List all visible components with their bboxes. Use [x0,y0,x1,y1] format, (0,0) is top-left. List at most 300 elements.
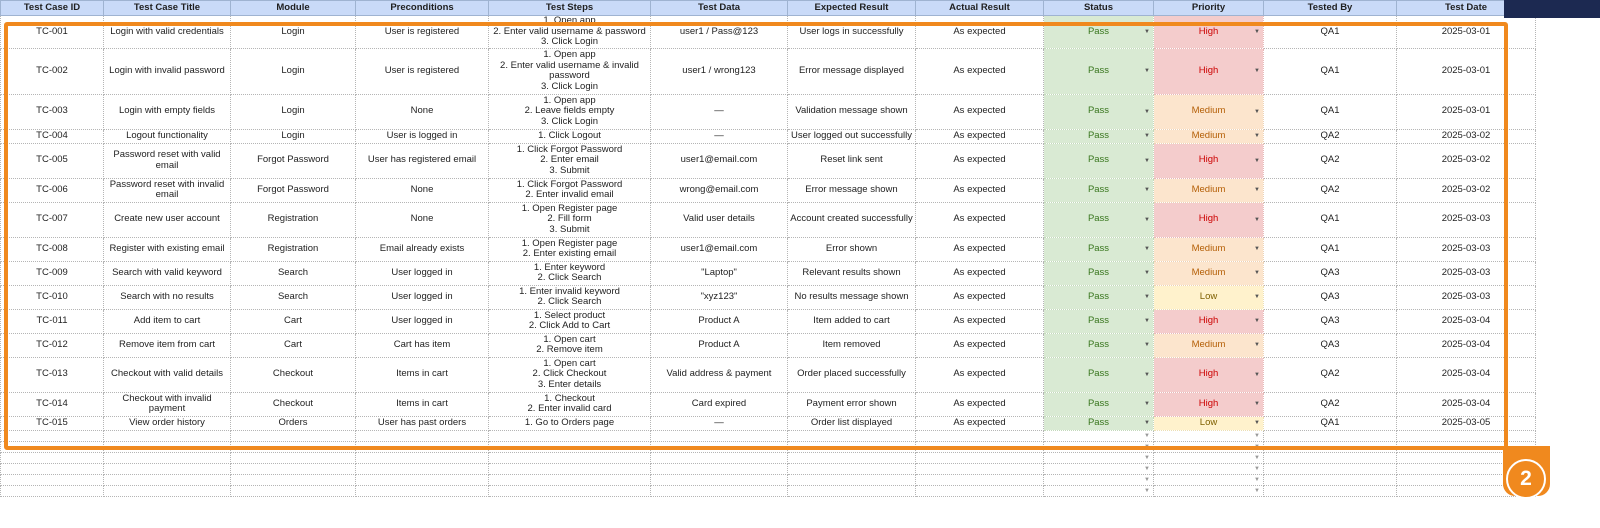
dropdown-arrow-icon[interactable]: ▼ [1144,245,1150,252]
status-dropdown[interactable] [1044,285,1154,309]
empty-cell[interactable] [489,430,651,441]
cell-test-steps[interactable]: 1. Click Forgot Password 2. Enter invalid email [489,178,651,202]
dropdown-arrow-icon[interactable]: ▼ [1254,419,1260,426]
cell-preconditions[interactable]: Email already exists [356,237,489,261]
cell-module[interactable]: Forgot Password [231,178,356,202]
cell-tested-by[interactable]: QA1 [1264,202,1397,237]
cell-expected-result[interactable]: No results message shown [788,285,916,309]
cell-test-data[interactable]: Product A [651,309,788,333]
cell-test-case-title[interactable]: Password reset with valid email [104,143,231,178]
empty-cell[interactable] [788,441,916,452]
cell-module[interactable]: Login [231,94,356,129]
cell-module[interactable]: Forgot Password [231,143,356,178]
cell-expected-result[interactable]: Relevant results shown [788,261,916,285]
empty-cell[interactable] [489,463,651,474]
empty-cell[interactable] [916,441,1044,452]
cell-module[interactable]: Checkout [231,357,356,392]
dropdown-arrow-icon[interactable]: ▼ [1254,487,1260,494]
cell-test-data[interactable]: — [651,94,788,129]
priority-dropdown[interactable] [1154,48,1264,94]
empty-cell[interactable] [231,474,356,485]
cell-actual-result[interactable]: As expected [916,178,1044,202]
cell-test-case-title[interactable]: Login with valid credentials [104,16,231,49]
cell-test-case-id[interactable]: TC-003 [1,94,104,129]
cell-preconditions[interactable]: Cart has item [356,333,489,357]
cell-actual-result[interactable]: As expected [916,309,1044,333]
empty-cell[interactable] [1154,452,1264,463]
empty-cell[interactable] [1,452,104,463]
empty-cell[interactable] [104,441,231,452]
empty-cell[interactable] [1,474,104,485]
empty-cell[interactable] [916,452,1044,463]
cell-test-data[interactable]: user1 / Pass@123 [651,16,788,49]
empty-cell[interactable] [1154,485,1264,496]
cell-test-steps[interactable]: 1. Enter invalid keyword 2. Click Search [489,285,651,309]
cell-actual-result[interactable]: As expected [916,261,1044,285]
priority-dropdown[interactable] [1154,143,1264,178]
cell-test-case-title[interactable]: Logout functionality [104,129,231,143]
empty-cell[interactable] [1,441,104,452]
cell-test-data[interactable]: — [651,129,788,143]
dropdown-arrow-icon[interactable]: ▼ [1254,216,1260,223]
cell-tested-by[interactable]: QA3 [1264,333,1397,357]
dropdown-arrow-icon[interactable]: ▼ [1144,465,1150,472]
cell-expected-result[interactable]: Reset link sent [788,143,916,178]
cell-tested-by[interactable]: QA1 [1264,16,1397,49]
cell-test-case-id[interactable]: TC-004 [1,129,104,143]
cell-test-data[interactable]: "Laptop" [651,261,788,285]
cell-preconditions[interactable]: User is registered [356,16,489,49]
cell-tested-by[interactable]: QA1 [1264,48,1397,94]
empty-cell[interactable] [104,474,231,485]
cell-test-case-id[interactable]: TC-008 [1,237,104,261]
cell-tested-by[interactable]: QA1 [1264,94,1397,129]
status-dropdown[interactable] [1044,178,1154,202]
status-dropdown[interactable] [1044,202,1154,237]
dropdown-arrow-icon[interactable]: ▼ [1254,157,1260,164]
cell-test-data[interactable]: Valid address & payment [651,357,788,392]
dropdown-arrow-icon[interactable]: ▼ [1254,108,1260,115]
cell-test-steps[interactable]: 1. Go to Orders page [489,416,651,430]
dropdown-arrow-icon[interactable]: ▼ [1254,245,1260,252]
cell-tested-by[interactable]: QA2 [1264,357,1397,392]
cell-test-steps[interactable]: 1. Click Logout [489,129,651,143]
empty-cell[interactable] [1,485,104,496]
empty-cell[interactable] [489,474,651,485]
empty-cell[interactable] [489,485,651,496]
empty-cell[interactable] [916,485,1044,496]
cell-test-case-title[interactable]: Register with existing email [104,237,231,261]
dropdown-arrow-icon[interactable]: ▼ [1144,317,1150,324]
empty-cell[interactable] [356,452,489,463]
empty-cell[interactable] [231,441,356,452]
priority-dropdown[interactable] [1154,416,1264,430]
cell-test-date[interactable]: 2025-03-04 [1397,309,1536,333]
col-header-actual-result[interactable]: Actual Result [916,1,1044,16]
cell-test-date[interactable]: 2025-03-03 [1397,261,1536,285]
cell-test-steps[interactable]: 1. Click Forgot Password 2. Enter email 3. Submit [489,143,651,178]
empty-cell[interactable] [916,463,1044,474]
cell-test-case-id[interactable]: TC-010 [1,285,104,309]
priority-dropdown[interactable] [1154,129,1264,143]
cell-module[interactable]: Orders [231,416,356,430]
cell-preconditions[interactable]: None [356,178,489,202]
cell-test-case-title[interactable]: Login with invalid password [104,48,231,94]
empty-cell[interactable] [788,485,916,496]
cell-test-date[interactable]: 2025-03-05 [1397,416,1536,430]
priority-dropdown[interactable] [1154,94,1264,129]
cell-expected-result[interactable]: Item added to cart [788,309,916,333]
empty-cell[interactable] [231,485,356,496]
empty-cell[interactable] [651,485,788,496]
status-dropdown[interactable] [1044,143,1154,178]
empty-cell[interactable] [1264,463,1397,474]
empty-cell[interactable] [1044,485,1154,496]
empty-cell[interactable] [231,430,356,441]
cell-actual-result[interactable]: As expected [916,333,1044,357]
empty-cell[interactable] [1154,463,1264,474]
priority-dropdown[interactable] [1154,261,1264,285]
cell-expected-result[interactable]: User logged out successfully [788,129,916,143]
col-header-priority[interactable]: Priority [1154,1,1264,16]
cell-test-case-id[interactable]: TC-006 [1,178,104,202]
dropdown-arrow-icon[interactable]: ▼ [1144,108,1150,115]
cell-tested-by[interactable]: QA3 [1264,309,1397,333]
cell-expected-result[interactable]: Order list displayed [788,416,916,430]
cell-tested-by[interactable]: QA3 [1264,285,1397,309]
empty-cell[interactable] [1044,441,1154,452]
cell-test-steps[interactable]: 1. Open app 2. Leave fields empty 3. Click Login [489,94,651,129]
cell-preconditions[interactable]: None [356,202,489,237]
dropdown-arrow-icon[interactable]: ▼ [1254,465,1260,472]
cell-test-case-id[interactable]: TC-013 [1,357,104,392]
col-header-test-data[interactable]: Test Data [651,1,788,16]
priority-dropdown[interactable] [1154,309,1264,333]
priority-dropdown[interactable] [1154,178,1264,202]
empty-cell[interactable] [489,441,651,452]
status-dropdown[interactable] [1044,333,1154,357]
empty-cell[interactable] [1044,474,1154,485]
cell-expected-result[interactable]: Payment error shown [788,392,916,416]
cell-expected-result[interactable]: Error shown [788,237,916,261]
dropdown-arrow-icon[interactable]: ▼ [1254,132,1260,139]
priority-dropdown[interactable] [1154,202,1264,237]
cell-test-data[interactable]: Product A [651,333,788,357]
cell-test-date[interactable]: 2025-03-03 [1397,237,1536,261]
dropdown-arrow-icon[interactable]: ▼ [1254,317,1260,324]
cell-test-steps[interactable]: 1. Enter keyword 2. Click Search [489,261,651,285]
cell-expected-result[interactable]: Item removed [788,333,916,357]
cell-test-data[interactable]: Card expired [651,392,788,416]
dropdown-arrow-icon[interactable]: ▼ [1144,400,1150,407]
col-header-test-steps[interactable]: Test Steps [489,1,651,16]
status-dropdown[interactable] [1044,129,1154,143]
cell-tested-by[interactable]: QA1 [1264,416,1397,430]
col-header-test-date[interactable]: Test Date [1397,1,1536,16]
cell-actual-result[interactable]: As expected [916,237,1044,261]
cell-test-date[interactable]: 2025-03-04 [1397,357,1536,392]
cell-test-case-title[interactable]: Checkout with valid details [104,357,231,392]
dropdown-arrow-icon[interactable]: ▼ [1144,269,1150,276]
dropdown-arrow-icon[interactable]: ▼ [1254,371,1260,378]
dropdown-arrow-icon[interactable]: ▼ [1254,293,1260,300]
col-header-preconditions[interactable]: Preconditions [356,1,489,16]
empty-cell[interactable] [231,463,356,474]
cell-module[interactable]: Login [231,48,356,94]
cell-test-date[interactable]: 2025-03-03 [1397,285,1536,309]
empty-cell[interactable] [1264,485,1397,496]
empty-cell[interactable] [104,430,231,441]
cell-expected-result[interactable]: Error message shown [788,178,916,202]
empty-cell[interactable] [1264,474,1397,485]
empty-cell[interactable] [788,463,916,474]
cell-test-case-title[interactable]: Login with empty fields [104,94,231,129]
cell-test-date[interactable]: 2025-03-02 [1397,178,1536,202]
cell-preconditions[interactable]: User is registered [356,48,489,94]
cell-actual-result[interactable]: As expected [916,94,1044,129]
cell-expected-result[interactable]: Validation message shown [788,94,916,129]
cell-test-case-id[interactable]: TC-005 [1,143,104,178]
dropdown-arrow-icon[interactable]: ▼ [1254,432,1260,439]
empty-cell[interactable] [651,463,788,474]
empty-cell[interactable] [356,463,489,474]
cell-test-date[interactable]: 2025-03-01 [1397,94,1536,129]
priority-dropdown[interactable] [1154,16,1264,49]
cell-module[interactable]: Search [231,285,356,309]
cell-test-case-title[interactable]: Add item to cart [104,309,231,333]
cell-tested-by[interactable]: QA2 [1264,178,1397,202]
dropdown-arrow-icon[interactable]: ▼ [1144,371,1150,378]
empty-cell[interactable] [104,463,231,474]
cell-actual-result[interactable]: As expected [916,129,1044,143]
status-dropdown[interactable] [1044,357,1154,392]
dropdown-arrow-icon[interactable]: ▼ [1254,454,1260,461]
empty-cell[interactable] [1044,463,1154,474]
cell-actual-result[interactable]: As expected [916,48,1044,94]
dropdown-arrow-icon[interactable]: ▼ [1144,293,1150,300]
dropdown-arrow-icon[interactable]: ▼ [1144,67,1150,74]
status-dropdown[interactable] [1044,94,1154,129]
cell-test-case-title[interactable]: Search with valid keyword [104,261,231,285]
cell-tested-by[interactable]: QA3 [1264,261,1397,285]
dropdown-arrow-icon[interactable]: ▼ [1144,216,1150,223]
cell-test-case-id[interactable]: TC-012 [1,333,104,357]
cell-preconditions[interactable]: Items in cart [356,392,489,416]
cell-test-data[interactable]: wrong@email.com [651,178,788,202]
cell-test-date[interactable]: 2025-03-04 [1397,333,1536,357]
empty-cell[interactable] [788,474,916,485]
empty-cell[interactable] [651,452,788,463]
cell-test-data[interactable]: user1@email.com [651,143,788,178]
cell-actual-result[interactable]: As expected [916,357,1044,392]
cell-module[interactable]: Cart [231,309,356,333]
dropdown-arrow-icon[interactable]: ▼ [1144,419,1150,426]
status-dropdown[interactable] [1044,416,1154,430]
status-dropdown[interactable] [1044,237,1154,261]
cell-test-case-title[interactable]: Remove item from cart [104,333,231,357]
empty-cell[interactable] [788,430,916,441]
empty-cell[interactable] [1264,430,1397,441]
cell-preconditions[interactable]: Items in cart [356,357,489,392]
col-header-test-case-title[interactable]: Test Case Title [104,1,231,16]
status-dropdown[interactable] [1044,48,1154,94]
cell-actual-result[interactable]: As expected [916,143,1044,178]
cell-test-data[interactable]: user1@email.com [651,237,788,261]
cell-expected-result[interactable]: Error message displayed [788,48,916,94]
dropdown-arrow-icon[interactable]: ▼ [1254,341,1260,348]
empty-cell[interactable] [1264,452,1397,463]
empty-cell[interactable] [651,430,788,441]
cell-test-date[interactable]: 2025-03-01 [1397,16,1536,49]
dropdown-arrow-icon[interactable]: ▼ [1144,157,1150,164]
cell-module[interactable]: Login [231,16,356,49]
cell-preconditions[interactable]: User logged in [356,285,489,309]
col-header-test-case-id[interactable]: Test Case ID [1,1,104,16]
empty-cell[interactable] [104,452,231,463]
cell-actual-result[interactable]: As expected [916,416,1044,430]
empty-cell[interactable] [1044,452,1154,463]
cell-test-steps[interactable]: 1. Checkout 2. Enter invalid card [489,392,651,416]
priority-dropdown[interactable] [1154,392,1264,416]
status-dropdown[interactable] [1044,392,1154,416]
cell-test-case-id[interactable]: TC-015 [1,416,104,430]
empty-cell[interactable] [1044,430,1154,441]
priority-dropdown[interactable] [1154,237,1264,261]
dropdown-arrow-icon[interactable]: ▼ [1144,186,1150,193]
empty-cell[interactable] [1154,441,1264,452]
cell-actual-result[interactable]: As expected [916,16,1044,49]
empty-cell[interactable] [788,452,916,463]
cell-test-case-title[interactable]: View order history [104,416,231,430]
cell-test-steps[interactable]: 1. Open Register page 2. Enter existing email [489,237,651,261]
empty-cell[interactable] [1397,430,1536,441]
priority-dropdown[interactable] [1154,333,1264,357]
cell-test-case-id[interactable]: TC-009 [1,261,104,285]
cell-preconditions[interactable]: User has past orders [356,416,489,430]
dropdown-arrow-icon[interactable]: ▼ [1144,487,1150,494]
cell-module[interactable]: Search [231,261,356,285]
cell-tested-by[interactable]: QA2 [1264,129,1397,143]
cell-test-steps[interactable]: 1. Open cart 2. Click Checkout 3. Enter details [489,357,651,392]
cell-test-case-id[interactable]: TC-011 [1,309,104,333]
empty-cell[interactable] [104,485,231,496]
cell-test-date[interactable]: 2025-03-03 [1397,202,1536,237]
cell-expected-result[interactable]: User logs in successfully [788,16,916,49]
dropdown-arrow-icon[interactable]: ▼ [1254,476,1260,483]
cell-module[interactable]: Checkout [231,392,356,416]
col-header-tested-by[interactable]: Tested By [1264,1,1397,16]
empty-cell[interactable] [651,441,788,452]
status-dropdown[interactable] [1044,309,1154,333]
empty-cell[interactable] [1154,430,1264,441]
cell-expected-result[interactable]: Order placed successfully [788,357,916,392]
empty-cell[interactable] [916,430,1044,441]
cell-tested-by[interactable]: QA2 [1264,143,1397,178]
dropdown-arrow-icon[interactable]: ▼ [1144,432,1150,439]
cell-test-date[interactable]: 2025-03-02 [1397,143,1536,178]
priority-dropdown[interactable] [1154,285,1264,309]
empty-cell[interactable] [356,474,489,485]
cell-test-steps[interactable]: 1. Open app 2. Enter valid username & invalid password 3. Click Login [489,48,651,94]
dropdown-arrow-icon[interactable]: ▼ [1144,28,1150,35]
dropdown-arrow-icon[interactable]: ▼ [1144,443,1150,450]
cell-test-date[interactable]: 2025-03-04 [1397,392,1536,416]
dropdown-arrow-icon[interactable]: ▼ [1144,476,1150,483]
cell-tested-by[interactable]: QA2 [1264,392,1397,416]
empty-cell[interactable] [916,474,1044,485]
status-dropdown[interactable] [1044,16,1154,49]
cell-module[interactable]: Registration [231,237,356,261]
status-dropdown[interactable] [1044,261,1154,285]
dropdown-arrow-icon[interactable]: ▼ [1144,341,1150,348]
cell-test-date[interactable]: 2025-03-01 [1397,48,1536,94]
cell-actual-result[interactable]: As expected [916,285,1044,309]
cell-preconditions[interactable]: User logged in [356,261,489,285]
dropdown-arrow-icon[interactable]: ▼ [1254,269,1260,276]
empty-cell[interactable] [356,485,489,496]
cell-test-steps[interactable]: 1. Open app 2. Enter valid username & password 3. Click Login [489,16,651,49]
empty-cell[interactable] [1264,441,1397,452]
col-header-status[interactable]: Status [1044,1,1154,16]
cell-test-case-id[interactable]: TC-002 [1,48,104,94]
cell-test-data[interactable]: "xyz123" [651,285,788,309]
cell-test-steps[interactable]: 1. Select product 2. Click Add to Cart [489,309,651,333]
cell-module[interactable]: Login [231,129,356,143]
dropdown-arrow-icon[interactable]: ▼ [1254,400,1260,407]
col-header-module[interactable]: Module [231,1,356,16]
cell-actual-result[interactable]: As expected [916,392,1044,416]
cell-preconditions[interactable]: User has registered email [356,143,489,178]
dropdown-arrow-icon[interactable]: ▼ [1144,132,1150,139]
cell-test-case-title[interactable]: Checkout with invalid payment [104,392,231,416]
cell-test-steps[interactable]: 1. Open Register page 2. Fill form 3. Submit [489,202,651,237]
cell-test-data[interactable]: user1 / wrong123 [651,48,788,94]
cell-test-case-title[interactable]: Create new user account [104,202,231,237]
empty-cell[interactable] [489,452,651,463]
cell-module[interactable]: Cart [231,333,356,357]
cell-preconditions[interactable]: None [356,94,489,129]
cell-test-steps[interactable]: 1. Open cart 2. Remove item [489,333,651,357]
empty-cell[interactable] [1,430,104,441]
dropdown-arrow-icon[interactable]: ▼ [1254,443,1260,450]
cell-test-case-id[interactable]: TC-001 [1,16,104,49]
cell-test-data[interactable]: — [651,416,788,430]
dropdown-arrow-icon[interactable]: ▼ [1254,186,1260,193]
empty-cell[interactable] [231,452,356,463]
cell-test-data[interactable]: Valid user details [651,202,788,237]
cell-preconditions[interactable]: User is logged in [356,129,489,143]
empty-cell[interactable] [356,441,489,452]
empty-cell[interactable] [1154,474,1264,485]
cell-test-case-title[interactable]: Search with no results [104,285,231,309]
cell-actual-result[interactable]: As expected [916,202,1044,237]
cell-tested-by[interactable]: QA1 [1264,237,1397,261]
empty-cell[interactable] [651,474,788,485]
cell-expected-result[interactable]: Account created successfully [788,202,916,237]
col-header-expected-result[interactable]: Expected Result [788,1,916,16]
priority-dropdown[interactable] [1154,357,1264,392]
dropdown-arrow-icon[interactable]: ▼ [1254,67,1260,74]
dropdown-arrow-icon[interactable]: ▼ [1144,454,1150,461]
cell-test-case-id[interactable]: TC-007 [1,202,104,237]
cell-module[interactable]: Registration [231,202,356,237]
cell-test-date[interactable]: 2025-03-02 [1397,129,1536,143]
cell-test-case-id[interactable]: TC-014 [1,392,104,416]
empty-cell[interactable] [356,430,489,441]
cell-preconditions[interactable]: User logged in [356,309,489,333]
dropdown-arrow-icon[interactable]: ▼ [1254,28,1260,35]
empty-cell[interactable] [1,463,104,474]
